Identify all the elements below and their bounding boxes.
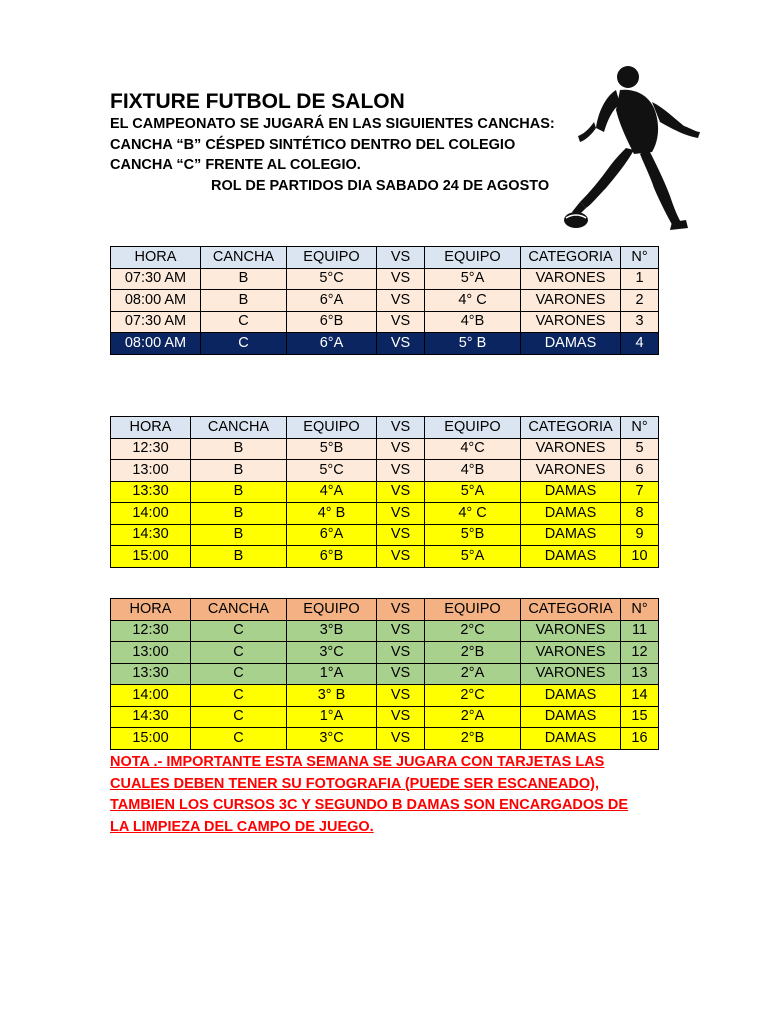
table-row — [111, 290, 659, 312]
cell-categoria: DAMAS — [521, 524, 621, 546]
cell-categoria: VARONES — [521, 620, 621, 642]
table-row — [111, 620, 659, 642]
cell-hora: 14:00 — [111, 503, 191, 525]
cell-equipo-local: 3°B — [287, 620, 377, 642]
cell-categoria: DAMAS — [521, 503, 621, 525]
table-row — [111, 460, 659, 482]
cell-equipo-visita: 5° B — [425, 333, 521, 355]
cell-equipo-local: 1°A — [287, 706, 377, 728]
cell-vs: VS — [377, 268, 425, 290]
cell-cancha: C — [191, 663, 287, 685]
cell-cancha: C — [191, 685, 287, 707]
cell-vs: VS — [377, 685, 425, 707]
col-equipo-local: EQUIPO — [287, 247, 377, 269]
note-line: LA LIMPIEZA DEL CAMPO DE JUEGO. — [110, 818, 374, 835]
cell-hora: 13:30 — [111, 663, 191, 685]
cell-equipo-local: 3°C — [287, 728, 377, 750]
col-numero: N° — [621, 599, 659, 621]
cell-categoria: VARONES — [521, 311, 621, 333]
note-line: CUALES DEBEN TENER SU FOTOGRAFIA (PUEDE SER ESCANEADO), — [110, 775, 600, 792]
cell-equipo-visita: 5°A — [425, 268, 521, 290]
cell-equipo-visita: 4°B — [425, 460, 521, 482]
cell-categoria: DAMAS — [521, 546, 621, 568]
cell-numero: 15 — [621, 706, 659, 728]
cell-categoria: VARONES — [521, 642, 621, 664]
cell-categoria: VARONES — [521, 663, 621, 685]
cell-equipo-local: 6°A — [287, 333, 377, 355]
cell-vs: VS — [377, 706, 425, 728]
col-equipo-local: EQUIPO — [287, 599, 377, 621]
cell-hora: 08:00 AM — [111, 333, 201, 355]
cell-vs: VS — [377, 620, 425, 642]
note-line: TAMBIEN LOS CURSOS 3C Y SEGUNDO B DAMAS SON ENCARGADOS DE — [110, 797, 629, 813]
cell-numero: 14 — [621, 685, 659, 707]
cell-equipo-local: 4° B — [287, 503, 377, 525]
table-row — [111, 685, 659, 707]
cell-equipo-visita: 2°C — [425, 620, 521, 642]
cell-equipo-local: 3°C — [287, 642, 377, 664]
cell-numero: 12 — [621, 642, 659, 664]
cell-hora: 13:30 — [111, 481, 191, 503]
cell-equipo-visita: 5°B — [425, 524, 521, 546]
table-row — [111, 642, 659, 664]
page-title: FIXTURE FUTBOL DE SALON — [110, 90, 405, 113]
cell-numero: 10 — [621, 546, 659, 568]
cell-cancha: B — [191, 524, 287, 546]
cell-hora: 14:30 — [111, 524, 191, 546]
intro-line: EL CAMPEONATO SE JUGARÁ EN LAS SIGUIENTES CANCHAS: — [110, 116, 555, 132]
cell-vs: VS — [377, 333, 425, 355]
cell-equipo-local: 5°C — [287, 268, 377, 290]
cell-numero: 2 — [621, 290, 659, 312]
cell-categoria: DAMAS — [521, 706, 621, 728]
cell-cancha: B — [191, 438, 287, 460]
col-cancha: CANCHA — [201, 247, 287, 269]
table-row — [111, 503, 659, 525]
col-cancha: CANCHA — [191, 417, 287, 439]
cell-vs: VS — [377, 663, 425, 685]
cell-equipo-visita: 4° C — [425, 503, 521, 525]
cell-cancha: C — [191, 620, 287, 642]
cell-vs: VS — [377, 728, 425, 750]
table-header-row — [111, 417, 659, 439]
cell-cancha: B — [201, 268, 287, 290]
cell-cancha: C — [201, 333, 287, 355]
cell-vs: VS — [377, 524, 425, 546]
col-hora: HORA — [111, 247, 201, 269]
table-row — [111, 524, 659, 546]
cell-equipo-local: 1°A — [287, 663, 377, 685]
cell-cancha: B — [191, 503, 287, 525]
cell-cancha: C — [191, 706, 287, 728]
cell-numero: 9 — [621, 524, 659, 546]
col-categoria: CATEGORIA — [521, 417, 621, 439]
schedule-date-line: ROL DE PARTIDOS DIA SABADO 24 DE AGOSTO — [211, 177, 550, 194]
cell-numero: 4 — [621, 333, 659, 355]
cell-categoria: VARONES — [521, 268, 621, 290]
cell-hora: 12:30 — [111, 438, 191, 460]
col-categoria: CATEGORIA — [521, 599, 621, 621]
court-c-line: CANCHA “C” FRENTE AL COLEGIO. — [110, 157, 361, 173]
cell-vs: VS — [377, 290, 425, 312]
col-hora: HORA — [111, 417, 191, 439]
important-note — [110, 752, 670, 838]
cell-numero: 11 — [621, 620, 659, 642]
table-row — [111, 333, 659, 355]
col-equipo-visita: EQUIPO — [425, 247, 521, 269]
cell-categoria: DAMAS — [521, 728, 621, 750]
table-row — [111, 663, 659, 685]
cell-equipo-visita: 2°A — [425, 663, 521, 685]
cell-vs: VS — [377, 503, 425, 525]
cell-equipo-visita: 2°B — [425, 728, 521, 750]
table-row — [111, 728, 659, 750]
cell-hora: 13:00 — [111, 642, 191, 664]
cell-numero: 6 — [621, 460, 659, 482]
cell-hora: 14:00 — [111, 685, 191, 707]
table-row — [111, 311, 659, 333]
cell-equipo-local: 4°A — [287, 481, 377, 503]
col-numero: N° — [621, 417, 659, 439]
cell-equipo-visita: 2°B — [425, 642, 521, 664]
cell-equipo-visita: 4°B — [425, 311, 521, 333]
cell-equipo-local: 5°C — [287, 460, 377, 482]
cell-hora: 15:00 — [111, 546, 191, 568]
cell-cancha: C — [191, 728, 287, 750]
cell-numero: 8 — [621, 503, 659, 525]
cell-equipo-local: 6°B — [287, 311, 377, 333]
cell-numero: 1 — [621, 268, 659, 290]
cell-categoria: VARONES — [521, 438, 621, 460]
table-row — [111, 438, 659, 460]
cell-equipo-visita: 4°C — [425, 438, 521, 460]
cell-categoria: DAMAS — [521, 685, 621, 707]
table-row — [111, 706, 659, 728]
cell-equipo-visita: 4° C — [425, 290, 521, 312]
schedule-table-court-c — [110, 598, 659, 750]
cell-equipo-local: 5°B — [287, 438, 377, 460]
cell-vs: VS — [377, 460, 425, 482]
cell-equipo-local: 6°B — [287, 546, 377, 568]
cell-vs: VS — [377, 438, 425, 460]
cell-equipo-local: 6°A — [287, 290, 377, 312]
cell-equipo-local: 6°A — [287, 524, 377, 546]
cell-categoria: DAMAS — [521, 333, 621, 355]
cell-hora: 13:00 — [111, 460, 191, 482]
cell-cancha: B — [201, 290, 287, 312]
cell-equipo-local: 3° B — [287, 685, 377, 707]
col-equipo-local: EQUIPO — [287, 417, 377, 439]
cell-vs: VS — [377, 311, 425, 333]
schedule-table-morning — [110, 246, 659, 355]
cell-equipo-visita: 2°A — [425, 706, 521, 728]
cell-vs: VS — [377, 642, 425, 664]
cell-numero: 13 — [621, 663, 659, 685]
schedule-table-court-b — [110, 416, 659, 568]
cell-equipo-visita: 5°A — [425, 481, 521, 503]
cell-cancha: B — [191, 481, 287, 503]
cell-hora: 08:00 AM — [111, 290, 201, 312]
col-vs: VS — [377, 247, 425, 269]
table-header-row — [111, 599, 659, 621]
col-numero: N° — [621, 247, 659, 269]
cell-hora: 14:30 — [111, 706, 191, 728]
cell-hora: 07:30 AM — [111, 311, 201, 333]
col-equipo-visita: EQUIPO — [425, 417, 521, 439]
cell-equipo-visita: 5°A — [425, 546, 521, 568]
cell-numero: 7 — [621, 481, 659, 503]
soccer-player-silhouette-icon — [556, 62, 706, 234]
table-header-row — [111, 247, 659, 269]
cell-vs: VS — [377, 481, 425, 503]
cell-cancha: B — [191, 460, 287, 482]
col-vs: VS — [377, 417, 425, 439]
cell-cancha: C — [201, 311, 287, 333]
cell-categoria: VARONES — [521, 290, 621, 312]
court-b-line: CANCHA “B” CÉSPED SINTÉTICO DENTRO DEL COLEGIO — [110, 136, 516, 153]
cell-numero: 3 — [621, 311, 659, 333]
cell-equipo-visita: 2°C — [425, 685, 521, 707]
cell-hora: 07:30 AM — [111, 268, 201, 290]
col-hora: HORA — [111, 599, 191, 621]
cell-hora: 12:30 — [111, 620, 191, 642]
table-row — [111, 481, 659, 503]
header — [110, 90, 590, 196]
cell-categoria: DAMAS — [521, 481, 621, 503]
cell-numero: 5 — [621, 438, 659, 460]
col-equipo-visita: EQUIPO — [425, 599, 521, 621]
col-vs: VS — [377, 599, 425, 621]
table-row — [111, 268, 659, 290]
cell-numero: 16 — [621, 728, 659, 750]
cell-vs: VS — [377, 546, 425, 568]
table-row — [111, 546, 659, 568]
cell-cancha: B — [191, 546, 287, 568]
note-line: NOTA .- IMPORTANTE ESTA SEMANA SE JUGARA CON TARJETAS LAS — [110, 754, 605, 770]
cell-hora: 15:00 — [111, 728, 191, 750]
col-cancha: CANCHA — [191, 599, 287, 621]
col-categoria: CATEGORIA — [521, 247, 621, 269]
cell-categoria: VARONES — [521, 460, 621, 482]
cell-cancha: C — [191, 642, 287, 664]
